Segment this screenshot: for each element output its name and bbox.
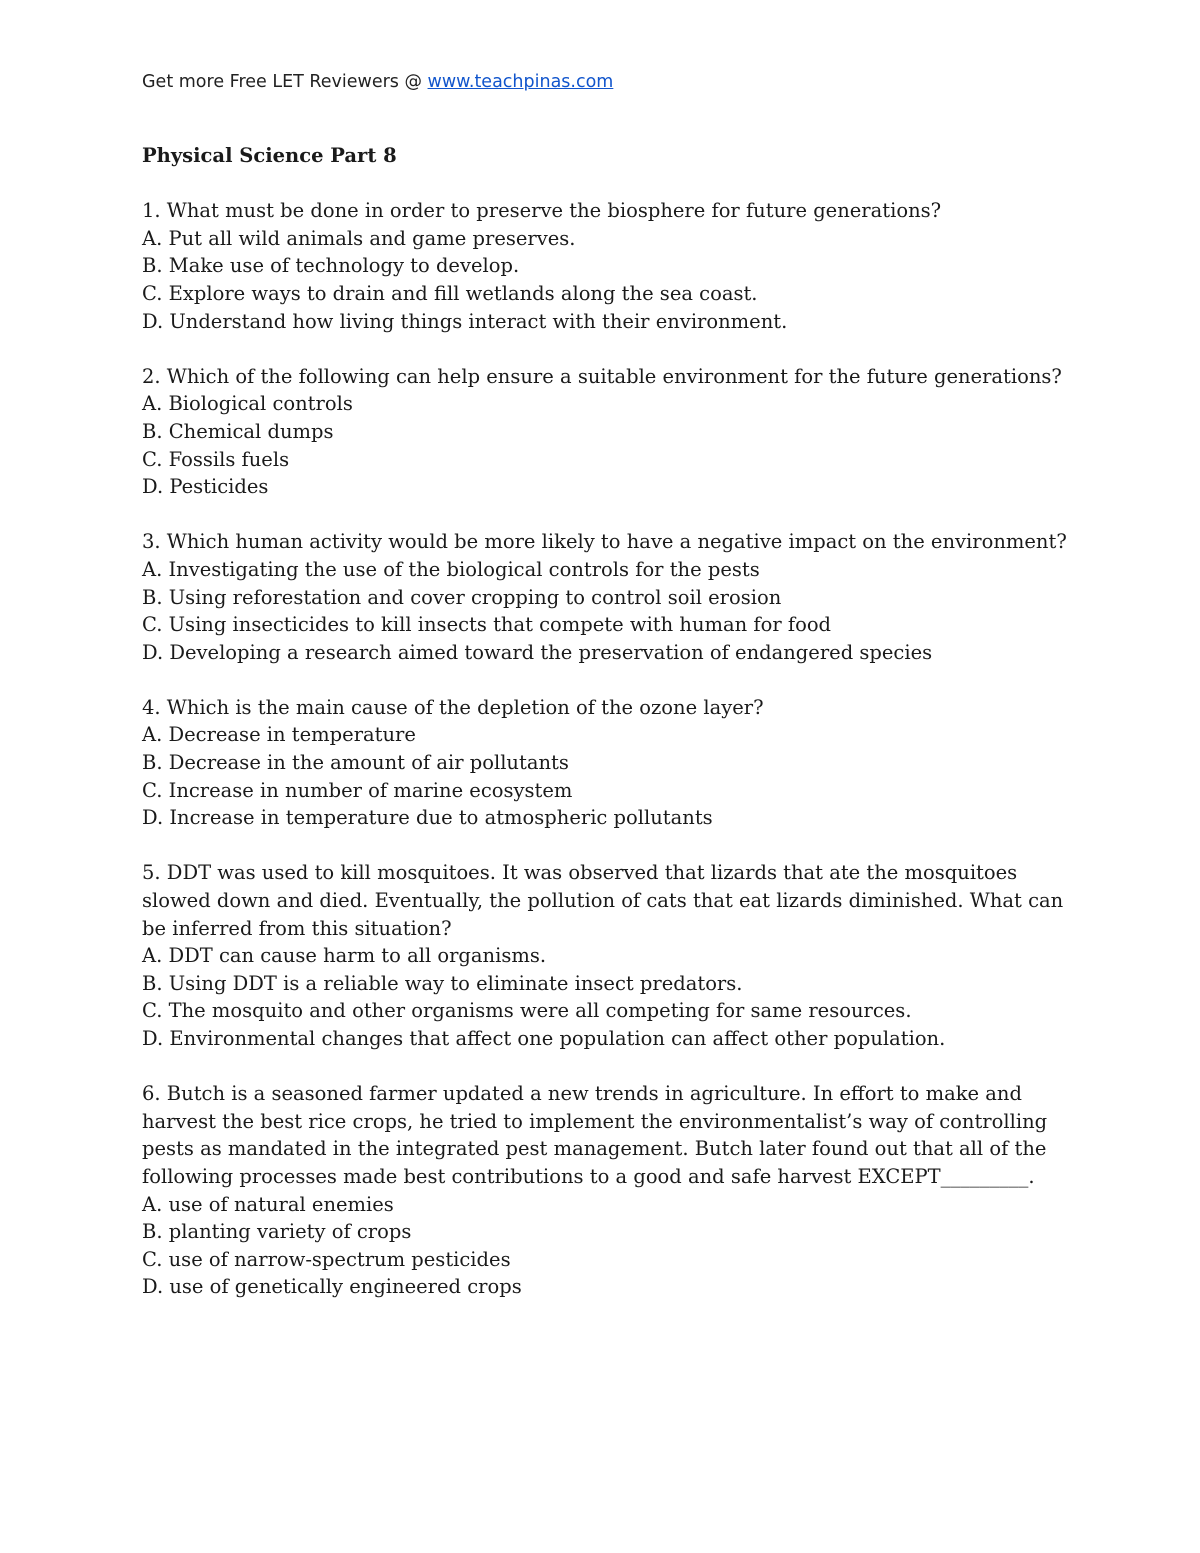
document-title: Physical Science Part 8 (142, 144, 397, 167)
option-a: A. use of natural enemies (142, 1192, 394, 1216)
question-3 (142, 528, 1072, 666)
option-d: D. Pesticides (142, 475, 269, 499)
option-a: A. Investigating the use of the biological controls for the pests (142, 557, 760, 581)
question-6 (142, 1080, 1072, 1301)
option-a: A. Put all wild animals and game preserves. (142, 226, 576, 250)
website-link[interactable]: www.teachpinas.com (427, 72, 614, 92)
option-c: C. use of narrow-spectrum pesticides (142, 1247, 511, 1271)
option-b: B. Using reforestation and cover cropping to control soil erosion (142, 585, 782, 609)
option-a: A. Decrease in temperature (142, 723, 416, 747)
option-d: D. Understand how living things interact with their environment. (142, 309, 788, 333)
option-a: A. Biological controls (142, 392, 353, 416)
option-c: C. Using insecticides to kill insects that compete with human for food (142, 613, 832, 637)
question-text: 6. Butch is a seasoned farmer updated a new trends in agriculture. In effort to make and harvest the best rice crops, he tried to implement the environmentalist’s way of controlling pests as mandated in the integrated pest management. Butch later found out that all of the following processes made best contributions to a good and safe harvest EXCEPT_________. (142, 1082, 1048, 1188)
option-b: B. planting variety of crops (142, 1220, 412, 1244)
question-text: 5. DDT was used to kill mosquitoes. It was observed that lizards that ate the mosquitoes slowed down and died. Eventually, the pollution of cats that eat lizards diminished. What can be inferred from this situation? (142, 861, 1064, 940)
option-a: A. DDT can cause harm to all organisms. (142, 944, 547, 968)
page-header (142, 72, 613, 92)
option-d: D. use of genetically engineered crops (142, 1275, 522, 1299)
question-text: 3. Which human activity would be more likely to have a negative impact on the environment? (142, 530, 1067, 554)
option-c: C. The mosquito and other organisms were all competing for same resources. (142, 999, 912, 1023)
option-c: C. Explore ways to drain and fill wetlands along the sea coast. (142, 281, 758, 305)
option-b: B. Using DDT is a reliable way to eliminate insect predators. (142, 971, 743, 995)
question-text: 2. Which of the following can help ensure a suitable environment for the future generations? (142, 364, 1062, 388)
question-text: 4. Which is the main cause of the depletion of the ozone layer? (142, 695, 764, 719)
option-c: C. Increase in number of marine ecosystem (142, 778, 573, 802)
question-2 (142, 363, 1072, 501)
question-1 (142, 197, 1072, 335)
option-d: D. Environmental changes that affect one population can affect other population. (142, 1027, 946, 1050)
option-b: B. Chemical dumps (142, 419, 334, 443)
question-text: 1. What must be done in order to preserve the biosphere for future generations? (142, 199, 942, 223)
option-d: D. Increase in temperature due to atmospheric pollutants (142, 806, 713, 830)
header-text: Get more Free LET Reviewers @ (142, 72, 428, 92)
document-body (142, 142, 1072, 1329)
option-b: B. Decrease in the amount of air pollutants (142, 751, 569, 775)
option-d: D. Developing a research aimed toward the preservation of endangered species (142, 640, 933, 664)
option-b: B. Make use of technology to develop. (142, 254, 520, 278)
question-5 (142, 859, 1072, 1052)
option-c: C. Fossils fuels (142, 447, 290, 471)
question-4 (142, 694, 1072, 832)
